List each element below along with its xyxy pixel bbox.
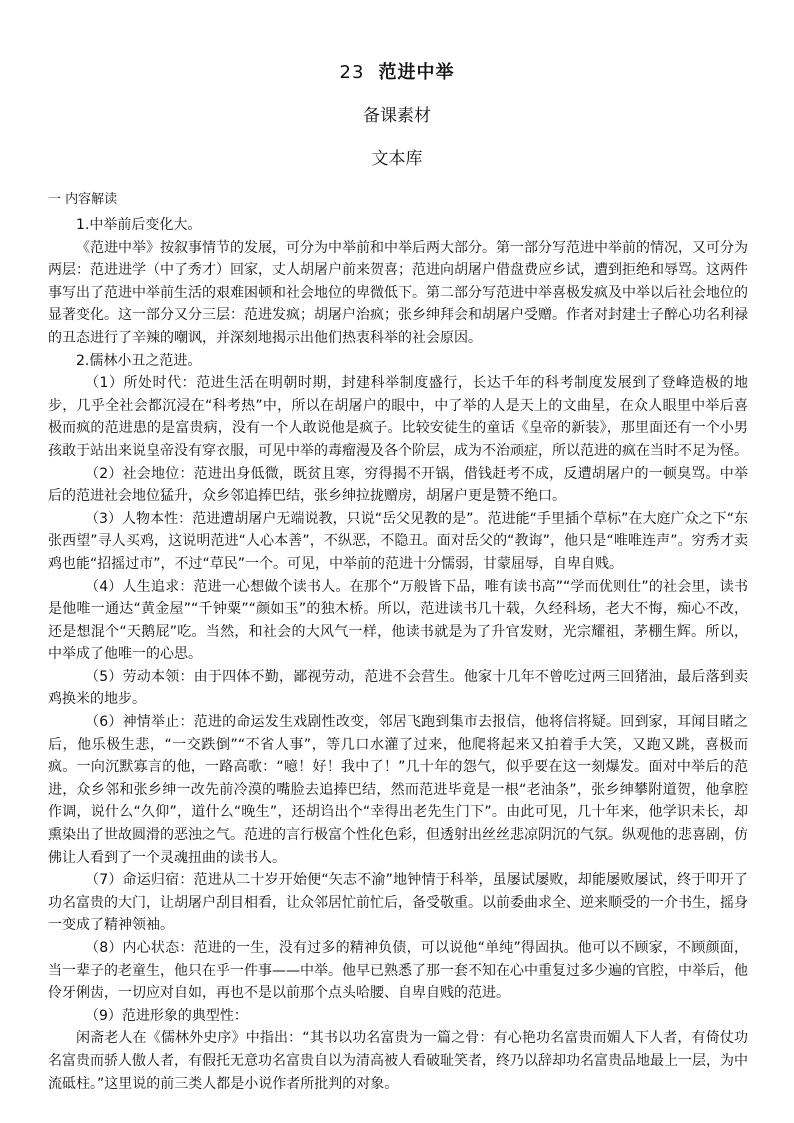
lesson-title: 范进中举 [378, 62, 455, 83]
subtitle-2: 文本库 [371, 149, 423, 169]
paragraph: 闲斋老人在《儒林外史序》中指出：“其书以功名富贵为一篇之骨：有心艳功名富贵而媚人下人者，有倚仗功名富贵而骄人傲人者，有假托无意功名富贵自以为清高被人看破耻笑者，终乃以辞却功名富贵品地最上一层，为中流砥柱。”这里说的前三类人都是小说作者所批判的对象。 [48, 1030, 748, 1092]
section-heading: 一 内容解读 [48, 192, 118, 207]
subtitle: 备课素材 [363, 106, 431, 126]
lesson-number: 23 [339, 62, 365, 83]
paragraph: （6）神情举止：范进的命运发生戏剧性改变，邻居飞跑到集市去报信，他将信将疑。回到家，耳闻目睹之后，他乐极生悲，“一交跌倒”“不省人事”，等几口水灌了过来，他爬将起来又拍着手大笑，又跑又跳，喜极而疯。一向沉默寡言的他，一路高歌：“噫！好！我中了！”几十年的怨气，似乎要在这一刻爆发。面对中举后的范进，众乡邻和张乡绅一改先前冷漠的嘴脸去追捧巴结，然而范进毕竟是一根“老油条”，张乡绅攀附道贺，他拿腔作调，说什么“久仰”，道什么“晚生”，还胡诌出个“幸得出老先生门下”。由此可见，几十年来，他学识未长，却熏染出了世故圆滑的恶浊之气。范进的言行极富个性化色彩，但透射出丝丝悲凉阴沉的气氛。纵观他的悲喜剧，仿佛让人看到了一个灵魂扭曲的读书人。 [48, 714, 748, 866]
paragraph: （8）内心状态：范进的一生，没有过多的精神负债，可以说他“单纯”得固执。他可以不顾家，不顾颜面，当一辈子的老童生，他只在乎一件事——中举。他早已熟悉了那一套不知在心中重复过多少遍的官腔，中举后，他伶牙俐齿，一切应对自如，再也不是以前那个点头哈腰、自卑自贱的范进。 [48, 940, 748, 1002]
body-text [48, 214, 748, 1095]
paragraph: （3）人物本性：范进遭胡屠户无端说教，只说“岳父见教的是”。范进能“手里插个草标”在大庭广众之下“东张西望”寻人买鸡，这说明范进“人心本善”，不纵恶，不隐丑。面对岳父的“教诲”，他只是“唯唯连声”。穷秀才卖鸡也能“招摇过市”，不过“草民”一个。可见，中举前的范进十分懦弱，甘蒙屈辱，自卑自贱。 [48, 510, 748, 572]
item-heading: 1.中举前后变化大。 [76, 217, 202, 233]
paragraph: （1）所处时代：范进生活在明朝时期，封建科举制度盛行，长达千年的科考制度发展到了登峰造极的地步，几乎全社会都沉浸在“科考热”中，所以在胡屠户的眼中，中了举的人是天上的文曲星，在众人眼里中举后喜极而疯的范进患的是富贵病，没有一个人敢说他是疯子。比较安徒生的童话《皇帝的新装》，那里面还有一个小男孩敢于站出来说皇帝没有穿衣服，可见中举的毒瘤漫及各个阶层，成为不治顽症，所以范进的疯在当时不足为怪。 [48, 375, 748, 459]
paragraph: （9）范进形象的典型性： [85, 1007, 248, 1024]
paragraph: 《范进中举》按叙事情节的发展，可分为中举前和中举后两大部分。第一部分写范进中举前的情况，又可分为两层：范进进学（中了秀才）回家，丈人胡屠户前来贺喜；范进向胡屠户借盘费应乡试，遭到拒绝和辱骂。这两件事写出了范进中举前生活的艰难困顿和社会地位的卑微低下。第二部分写范进中举喜极发疯及中举以后社会地位的显著变化。这一部分又分三层：范进发疯；胡屠户治疯；张乡绅拜会和胡屠户受赠。作者对封建士子醉心功名利禄的丑态进行了辛辣的嘲讽，并深刻地揭示出他们热衷科举的社会原因。 [48, 239, 748, 346]
document-title [0, 58, 794, 84]
paragraph: （2）社会地位：范进出身低微，既贫且寒，穷得揭不开锅，借钱赶考不成，反遭胡屠户的一顿臭骂。中举后的范进社会地位猛升，众乡邻追捧巴结，张乡绅拉拢赠房，胡屠户更是赞不绝口。 [48, 465, 748, 505]
paragraph: （7）命运归宿：范进从二十岁开始便“矢志不渝”地钟情于科举，虽屡试屡败，却能屡败屡试，终于叩开了功名富贵的大门，让胡屠户刮目相看，让众邻居忙前忙后，备受敬重。以前委曲求全、逆来顺受的一介书生，摇身一变成了精神领袖。 [48, 872, 748, 934]
item-heading: 2.儒林小丑之范进。 [76, 352, 202, 369]
paragraph: （5）劳动本领：由于四体不勤，鄙视劳动，范进不会营生。他家十几年不曾吃过两三回猪油，最后落到卖鸡换米的地步。 [48, 668, 748, 708]
paragraph: （4）人生追求：范进一心想做个读书人。在那个“万般皆下品，唯有读书高”“学而优则仕”的社会里，读书是他唯一通达“黄金屋”“千钟粟”“颜如玉”的独木桥。所以，范进读书几十载，久经科场，老大不悔，痴心不改，还是想混个“天鹅屁”吃。当然，和社会的大风气一样，他读书就是为了升官发财，光宗耀祖，茅棚生辉。所以，中举成了他唯一的心思。 [48, 578, 748, 663]
